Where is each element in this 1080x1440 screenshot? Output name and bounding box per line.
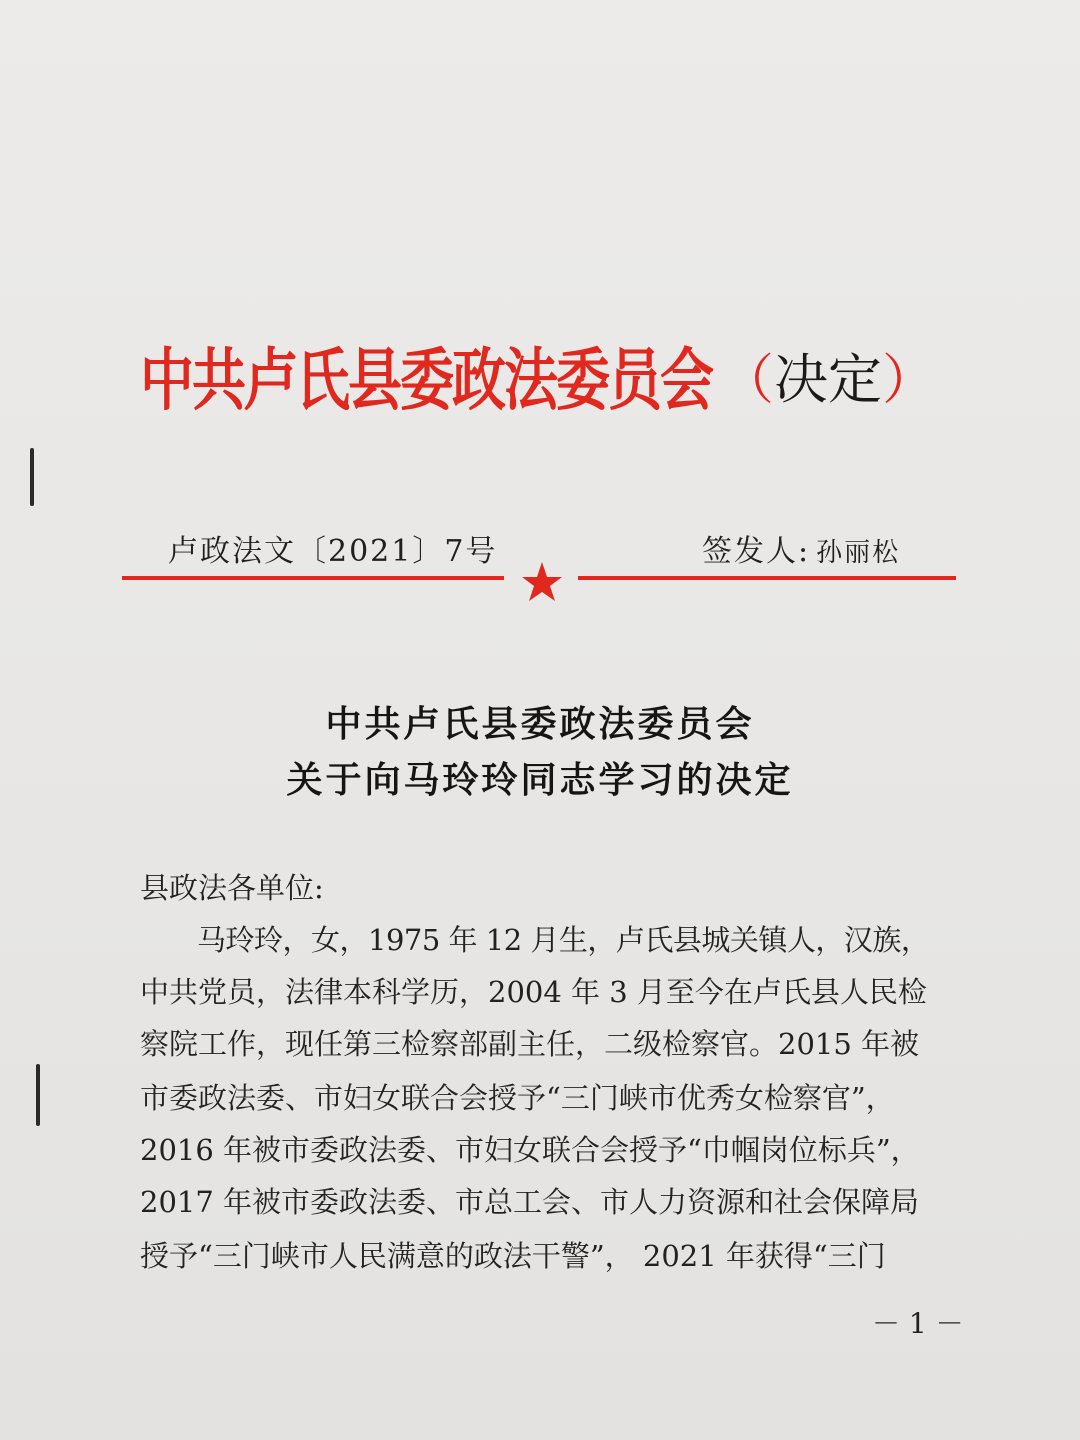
body-line: 察院工作，现任第三检察部副主任，二级检察官。2015 年被 [140, 1027, 920, 1061]
red-rule-left [122, 576, 504, 580]
binding-mark-top [30, 448, 34, 506]
masthead-doc-type-text: 决定 [774, 347, 882, 411]
title-line-1: 中共卢氏县委政法委员会 [325, 703, 755, 745]
title-line-2: 关于向马玲玲同志学习的决定 [286, 759, 794, 801]
document-number: 卢政法文〔2021〕7号 [168, 534, 498, 569]
body-line: 马玲玲，女，1975 年 12 月生，卢氏县城关镇人，汉族， [140, 923, 930, 957]
binding-mark-bottom [36, 1064, 40, 1126]
red-rule-right [578, 576, 956, 580]
masthead-paren-close: ） [882, 347, 936, 411]
signer [702, 526, 900, 570]
signer-name: 孙丽松 [816, 538, 901, 568]
page-number: － 1 － [872, 1307, 964, 1340]
signer-label: 签发人: [702, 534, 811, 569]
red-star-icon [520, 560, 564, 604]
masthead [140, 320, 940, 430]
masthead-doc-type [720, 337, 936, 414]
body-line: 授予“三门峡市人民满意的政法干警”， 2021 年获得“三门 [140, 1239, 886, 1273]
masthead-paren-open: （ [720, 347, 774, 411]
body-line: 2016 年被市委政法委、市妇女联合会授予“巾帼岗位标兵”， [140, 1133, 920, 1167]
body-line: 2017 年被市委政法委、市总工会、市人力资源和社会保障局 [140, 1185, 920, 1219]
body-line: 中共党员，法律本科学历，2004 年 3 月至今在卢氏县人民检 [140, 975, 927, 1009]
body-line: 市委政法委、市妇女联合会授予“三门峡市优秀女检察官”， [140, 1081, 895, 1115]
masthead-org: 中共卢氏县委政法委员会 [140, 343, 712, 419]
salutation: 县政法各单位: [140, 871, 324, 905]
